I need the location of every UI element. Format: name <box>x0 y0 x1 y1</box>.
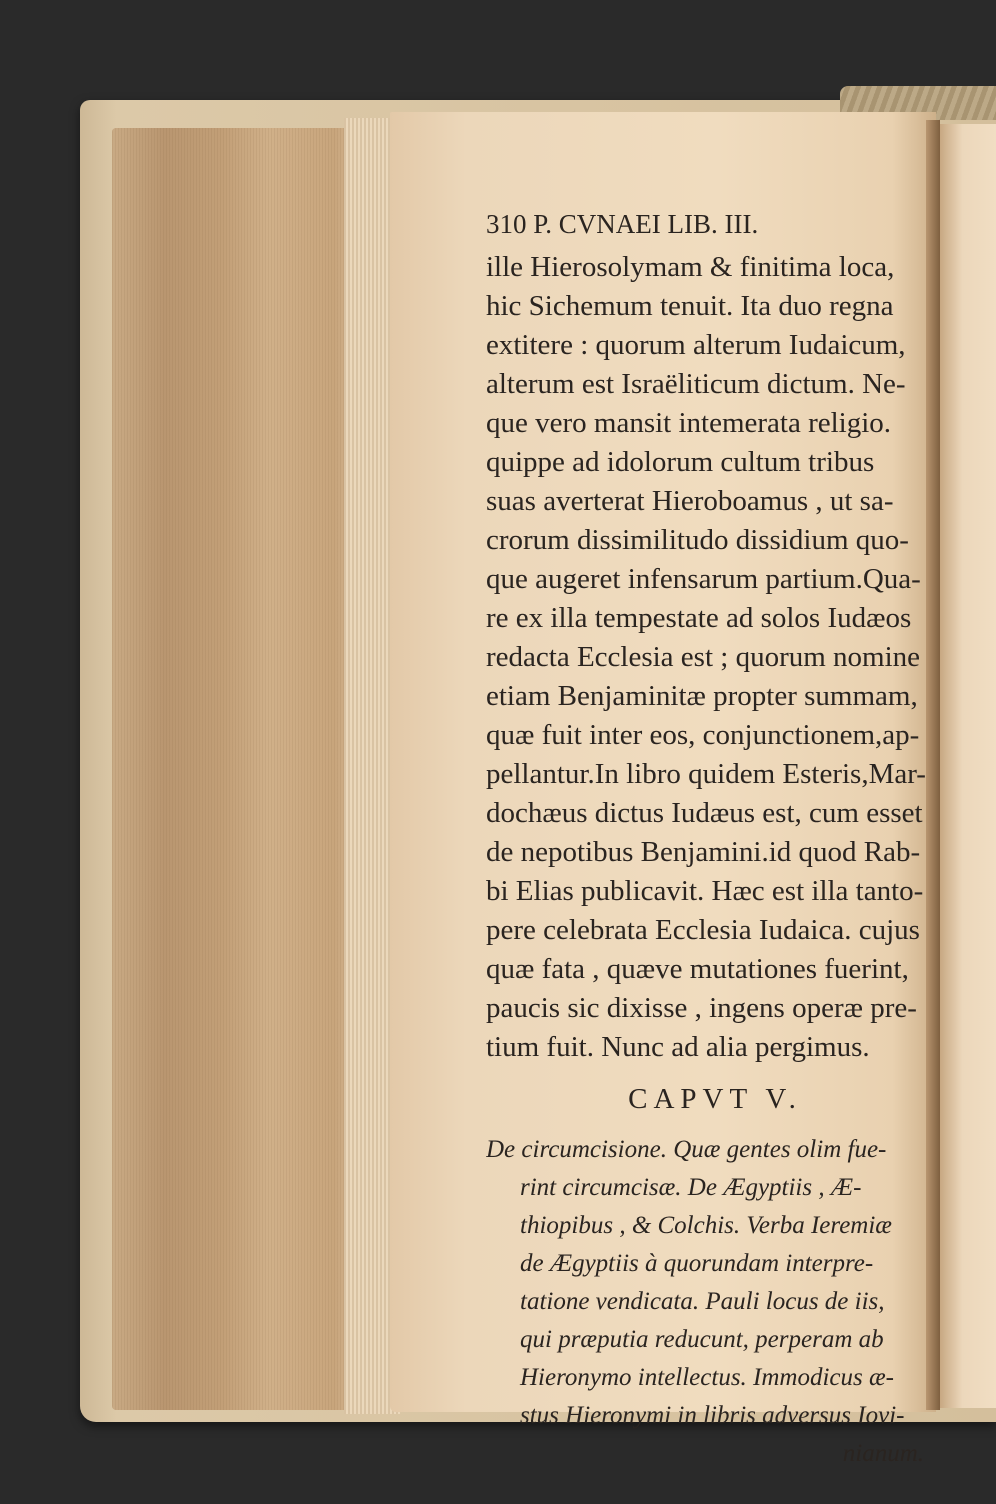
facing-page-edge <box>940 124 996 1408</box>
text-line: que vero mansit intemerata religio. <box>486 407 892 439</box>
summary-line: De circumcisione. Quæ gentes olim fue- <box>486 1136 887 1163</box>
text-line: redacta Ecclesia est ; quorum nomine <box>486 641 921 673</box>
text-line: bi Elias publicavit. Hæc est illa tanto- <box>486 875 924 907</box>
text-line: suas averterat Hieroboamus , ut sa- <box>486 485 894 517</box>
text-line: quæ fata , quæve mutationes fuerint, <box>486 953 909 985</box>
text-line: que augeret infensarum partium.Qua- <box>486 563 921 595</box>
summary-line: rint circumcisæ. De Ægyptiis , Æ- <box>520 1174 862 1201</box>
summary-line: thiopibus , & Colchis. Verba Ieremiæ <box>520 1212 892 1239</box>
text-line: crorum dissimilitudo dissidium quo- <box>486 524 909 556</box>
text-line: quippe ad idolorum cultum tribus <box>486 446 875 478</box>
text-line: alterum est Israëliticum dictum. Ne- <box>486 368 906 400</box>
text-line: etiam Benjaminitæ propter summam, <box>486 680 918 712</box>
chapter-summary <box>486 1131 932 1473</box>
text-line: paucis sic dixisse , ingens operæ pre- <box>486 992 917 1024</box>
summary-line: nianum. <box>842 1440 924 1467</box>
text-line: dochæus dictus Iudæus est, cum esset <box>486 797 923 829</box>
text-line: tium fuit. Nunc ad alia pergimus. <box>486 1031 870 1063</box>
chapter-heading: CAPVT V. <box>628 1083 802 1115</box>
page-text <box>486 200 932 1473</box>
body-text <box>486 248 932 1067</box>
text-line: re ex illa tempestate ad solos Iudæos <box>486 602 912 634</box>
text-line: quæ fuit inter eos, conjunctionem,ap- <box>486 719 920 751</box>
summary-line: stus Hieronymi in libris adversus Iovi- <box>520 1402 905 1429</box>
text-line: pellantur.In libro quidem Esteris,Mar- <box>486 758 926 790</box>
running-head: 310 P. CVNAEI LIB. III. <box>486 209 759 239</box>
text-line: extitere : quorum alterum Iudaicum, <box>486 329 906 361</box>
page-block-edge <box>112 128 374 1410</box>
text-line: de nepotibus Benjamini.id quod Rab- <box>486 836 921 868</box>
summary-line: Hieronymo intellectus. Immodicus æ- <box>520 1364 894 1391</box>
text-line: hic Sichemum tenuit. Ita duo regna <box>486 290 894 322</box>
summary-line: tatione vendicata. Pauli locus de iis, <box>520 1288 885 1315</box>
summary-line: de Ægyptiis à quorundam interpre- <box>520 1250 874 1277</box>
summary-line: qui præputia reducunt, perperam ab <box>520 1326 884 1353</box>
text-line: ille Hierosolymam & finitima loca, <box>486 251 895 283</box>
text-line: pere celebrata Ecclesia Iudaica. cujus <box>486 914 920 946</box>
